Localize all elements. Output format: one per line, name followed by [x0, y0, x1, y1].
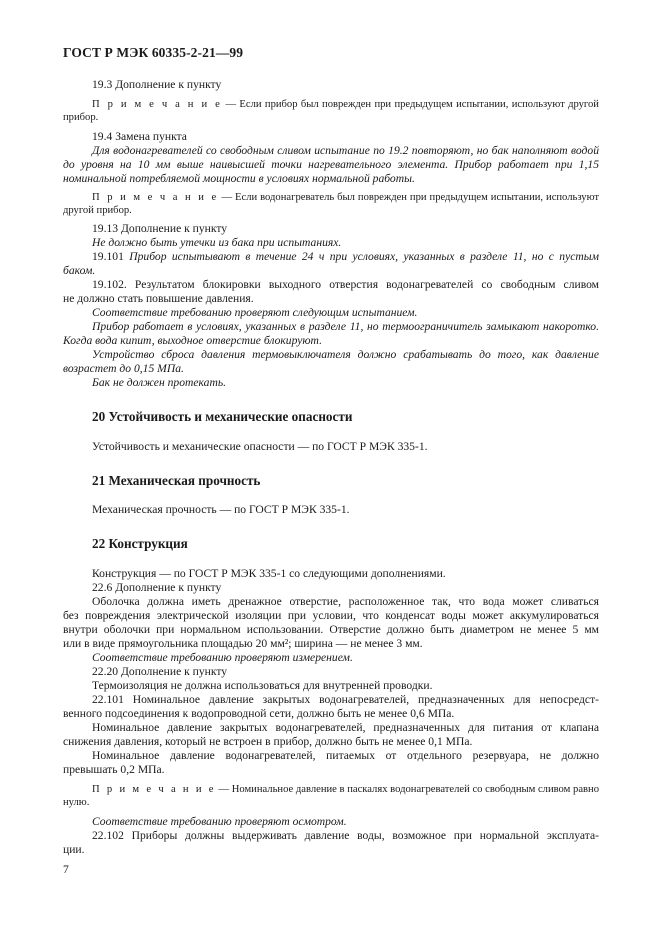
note-label: П р и м е ч а н и е	[92, 99, 223, 110]
clause-19-3-title: 19.3 Дополнение к пункту	[92, 78, 222, 91]
compliance-line: Соответствие требованию проверяют следующим испытанием.	[92, 306, 418, 319]
clause-22-101-line: Номинальное давление закрытых водонагревателей, предназначенных для питания от клапана	[92, 721, 599, 734]
page-number: 7	[63, 863, 69, 876]
clause-19-4-title: 19.4 Замена пункта	[92, 130, 187, 143]
note-22-101-cont: нулю.	[63, 797, 90, 808]
test-line: Устройство сброса давления термовыключателя должно срабатывать до того, как давление	[92, 348, 599, 361]
section-20-text: Устойчивость и механические опасности — по ГОСТ Р МЭК 335-1.	[92, 440, 428, 453]
clause-19-4-text-line: до уровня на 10 мм выше наивысшей точки нагревательного элемента. Прибор работает при 1,15	[63, 158, 599, 171]
note-text: — Если прибор был поврежден при предыдущем испытании, используют другой	[222, 99, 599, 110]
note-19-3	[92, 98, 599, 111]
clause-22-6-line: или в виде прямоугольника площадью 20 мм²; ширина — не менее 3 мм.	[63, 637, 423, 650]
clause-number: 19.101	[92, 250, 130, 263]
clause-22-102-line: ции.	[63, 843, 85, 856]
clause-22-6-line: внутри оболочки при нормальном использовании. Отверстие должно быть диаметром не менее 5 мм	[63, 623, 599, 636]
note-text: — Если водонагреватель был поврежден при предыдущем испытании, используют	[218, 192, 599, 203]
clause-22-6-line: без повреждения электрической изоляции при условии, что конденсат воды может аккумулироваться	[63, 609, 599, 622]
clause-19-101	[92, 250, 599, 263]
clause-22-101-line: Номинальное давление водонагревателей, питаемых от отдельного резервуара, не должно	[92, 749, 599, 762]
section-20-heading: 20 Устойчивость и механические опасности	[92, 409, 353, 424]
clause-22-101-line: 22.101 Номинальное давление закрытых водонагревателей, предназначенных для непосредст-	[92, 693, 599, 706]
note-19-3-cont: прибор.	[63, 112, 99, 123]
clause-19-4-text-line: номинальной потребляемой мощности в условиях нормальной работы.	[63, 172, 415, 185]
clause-19-102-line: 19.102. Результатом блокировки выходного отверстия водонагревателей со свободным сливом	[92, 278, 599, 291]
test-line: возрастет до 0,15 МПа.	[63, 362, 184, 375]
clause-22-102-line: 22.102 Приборы должны выдерживать давление воды, возможное при нормальной эксплуата-	[92, 829, 599, 842]
clause-19-13-title: 19.13 Дополнение к пункту	[92, 222, 228, 235]
section-22-heading: 22 Конструкция	[92, 536, 188, 551]
section-21-text: Механическая прочность — по ГОСТ Р МЭК 335-1.	[92, 503, 350, 516]
compliance-line: Соответствие требованию проверяют измерением.	[92, 651, 353, 664]
clause-22-20-text: Термоизоляция не должна использоваться для внутренней проводки.	[92, 679, 433, 692]
clause-text: Прибор испытывают в течение 24 ч при условиях, указанных в разделе 11, но с пустым	[129, 250, 599, 263]
clause-22-101-line: превышать 0,2 МПа.	[63, 763, 165, 776]
test-line: Прибор работает в условиях, указанных в разделе 11, но термоограничитель замыкают накоротко.	[92, 320, 599, 333]
clause-22-20-title: 22.20 Дополнение к пункту	[92, 665, 228, 678]
section-21-heading: 21 Механическая прочность	[92, 473, 261, 488]
test-line: Когда вода кипит, выходное отверстие блокируют.	[63, 334, 322, 347]
test-line: Бак не должен протекать.	[92, 376, 226, 389]
compliance-line: Соответствие требованию проверяют осмотром.	[92, 815, 347, 828]
section-22-text: Конструкция — по ГОСТ Р МЭК 335-1 со следующими дополнениями.	[92, 567, 446, 580]
clause-22-6-title: 22.6 Дополнение к пункту	[92, 581, 222, 594]
note-label: П р и м е ч а н и е	[92, 784, 216, 795]
note-19-4-cont: другой прибор.	[63, 205, 132, 216]
clause-22-6-line: Оболочка должна иметь дренажное отверстие, расположенное так, что вода может сливаться	[92, 595, 599, 608]
clause-22-101-line: венного подсоединения к водопроводной сети, должно быть не менее 0,6 МПа.	[63, 707, 455, 720]
document-header: ГОСТ Р МЭК 60335-2-21—99	[63, 45, 244, 60]
note-text: — Номинальное давление в паскалях водонагревателей со свободным сливом равно	[215, 784, 599, 795]
clause-19-102-line: не должно стать повышение давления.	[63, 292, 254, 305]
note-19-4	[92, 191, 599, 204]
clause-19-4-text-line: Для водонагревателей со свободным сливом испытание по 19.2 повторяют, но бак наполняют водой	[92, 144, 599, 157]
clause-19-13-text: Не должно быть утечки из бака при испытаниях.	[92, 236, 342, 249]
clause-19-101-cont: баком.	[63, 264, 96, 277]
clause-22-101-line: снижения давления, который не встроен в прибор, должно быть не менее 0,1 МПа.	[63, 735, 473, 748]
note-22-101	[92, 783, 599, 796]
note-label: П р и м е ч а н и е	[92, 192, 219, 203]
